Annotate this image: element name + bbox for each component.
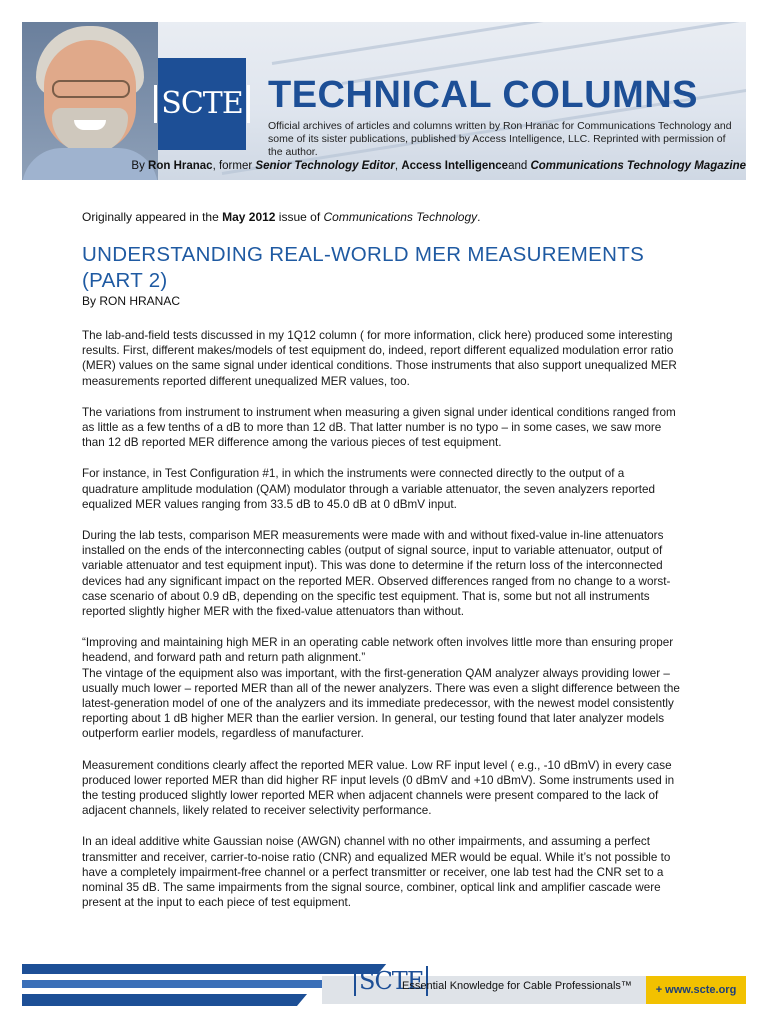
article-title: UNDERSTANDING REAL-WORLD MER MEASUREMENTS (PART 2)	[82, 243, 645, 292]
paragraph: In an ideal additive white Gaussian noise (AWGN) channel with no other impairments, and assuming a perfect transmitter and receiver, carrier-to-noise ratio (CNR) and equalized MER would be equal. While it’s not possible to have a completely impairment-free channel or a perfect transmitter or receiver, one lab test had the CNR set to a nominal 35 dB. The same impairments from the signal source, combiner, optical link and amplifier cascade were present at the input to each piece of test equipment.	[82, 835, 671, 910]
footer-scte-logo: SCTE	[354, 966, 428, 996]
header-title: TECHNICAL COLUMNS	[268, 74, 699, 116]
origin-issue: May 2012	[222, 210, 276, 224]
header-description: Official archives of articles and columns written by Ron Hranac for Communications Technology and some of its sister publications, published by Access Intelligence, LLC. Reprinted with permission of the author.	[268, 120, 732, 158]
paragraph: The lab-and-field tests discussed in my 1Q12 column ( for more information, click here) produced some interesting results. First, different makes/models of test equipment do, indeed, report different equalized modulation error ratio (MER) values on the same signal under identical conditions. Those instruments that also support unequalized MER measurements reported different unequalized MER values, too.	[82, 329, 677, 388]
paragraph: Measurement conditions clearly affect the reported MER value. Low RF input level ( e.g., -10 dBmV) in every case produced lower reported MER than did higher RF input levels (0 dBmV and +10 dBmV). Some instruments used in the testing produced slightly lower reported MER when adjacent channels were present compared to the lack of adjacent channels, likely related to receiver selectivity performance.	[82, 758, 675, 818]
paragraph: The vintage of the equipment also was important, with the first-generation QAM analyzer always providing lower – usually much lower – reported MER than all of the newer analyzers. There was even a slight difference between the latest-generation model of one of the analyzers and its immediate predecessor, with the newest model consistently reporting about 1 dB higher MER than the earlier version. In general, our testing found that later analyzer models outperform earlier models, regardless of manufacturer.	[82, 666, 680, 741]
paragraph: The variations from instrument to instrument when measuring a given signal under identical conditions ranged from as little as a few tenths of a dB to more than 12 dB. That latter number is no typo – in some cases, we saw more than 12 dB reported MER difference among the various pieces of test equipment.	[82, 405, 676, 450]
article-author: By RON HRANAC	[82, 294, 181, 308]
footer-tagline: Essential Knowledge for Cable Professionals™	[402, 980, 632, 992]
scte-logo	[158, 58, 246, 150]
byline-name: Ron Hranac	[148, 160, 213, 172]
paragraph: For instance, in Test Configuration #1, in which the instruments were connected directly to the output of a quadrature amplitude modulation (QAM) modulator through a variable attenuator, the seven analyzers reported equalized MER values ranging from 33.5 dB to 45.0 dB at 0 dBmV input.	[82, 467, 656, 511]
header-banner	[22, 22, 746, 180]
article-body	[82, 210, 682, 927]
byline-mid: , former	[212, 160, 253, 172]
pull-quote: “Improving and maintaining high MER in an operating cable network often involves little more than ensuring proper headend, and forward path and return path alignment.”	[82, 636, 674, 665]
origin-prefix: Originally appeared in the	[82, 210, 223, 224]
origin-line	[82, 210, 682, 224]
paragraph: During the lab tests, comparison MER measurements were made with and without fixed-value in-line attenuators installed on the ends of the interconnecting cables (output of signal source, input to variable attenuator, output of variable attenuator and test equipment input). This was done to determine if the return loss of the interconnected devices had any significant impact on the reported MER. Observed differences ranged from no change to a worst-case scenario of about 0.9 dB, depending on the specific test equipment. That is, some but not all instruments reported slightly higher MER with the fixed-value attenuators than without.	[82, 529, 671, 619]
footer-url-link[interactable]	[646, 976, 746, 1004]
byline-comma: ,	[394, 160, 399, 172]
footer-url-text[interactable]: + www.scte.org	[655, 984, 737, 996]
origin-mid: issue of	[275, 210, 324, 224]
scte-logo-text: SCTE	[154, 85, 249, 123]
byline-prefix: By	[131, 160, 145, 172]
footer-banner	[22, 958, 746, 1006]
byline-company: Access Intelligence	[401, 160, 509, 172]
byline-and: and	[508, 160, 528, 172]
byline-role: Senior Technology Editor	[255, 160, 395, 172]
byline-magazine: Communications Technology Magazine	[530, 160, 746, 172]
author-photo	[22, 22, 158, 180]
origin-end: .	[477, 210, 481, 224]
origin-publication: Communications Technology	[323, 210, 478, 224]
header-byline	[131, 152, 746, 180]
